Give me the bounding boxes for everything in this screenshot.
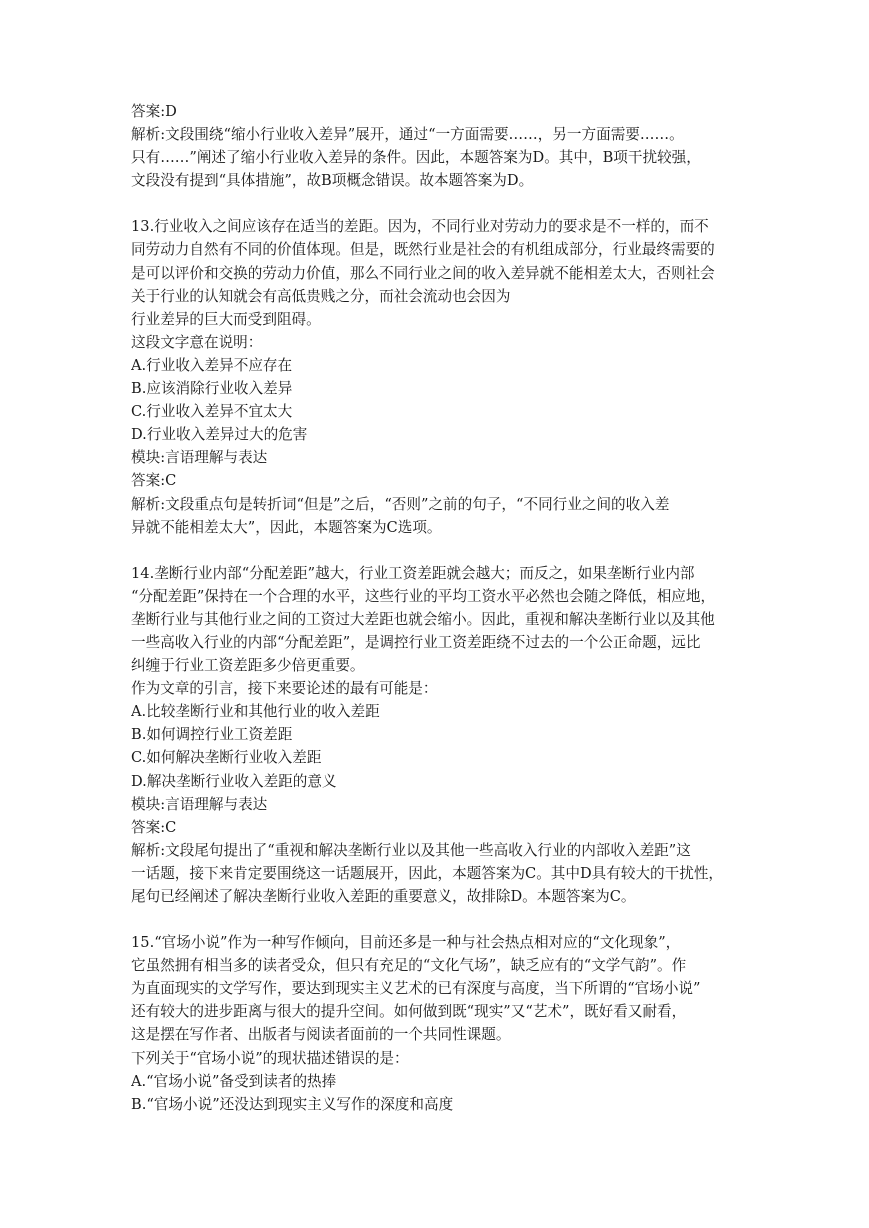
option-b: B.“官场小说”还没达到现实主义写作的深度和高度 xyxy=(131,1095,454,1113)
question-stem-line: 垄断行业与其他行业之间的工资过大差距也就会缩小。因此，重视和解决垄断行业以及其他 xyxy=(131,610,715,628)
option-b: B.如何调控行业工资差距 xyxy=(131,726,293,744)
paragraph-gap xyxy=(131,192,743,215)
question-prompt: 下列关于“官场小说”的现状描述错误的是： xyxy=(131,1049,409,1067)
answer-line: 答案:C xyxy=(131,818,177,836)
question-12-tail xyxy=(131,100,743,192)
question-stem-line: 15.“官场小说”作为一种写作倾向，目前还多是一种与社会热点相对应的“文化现象”， xyxy=(131,934,681,952)
option-b: B.应该消除行业收入差异 xyxy=(131,380,293,398)
question-stem-line: 这是摆在写作者、出版者与阅读者面前的一个共同性课题。 xyxy=(131,1026,511,1044)
question-stem-line: 纠缠于行业工资差距多少倍更重要。 xyxy=(131,657,365,675)
question-15 xyxy=(131,931,743,1116)
option-a: A.比较垄断行业和其他行业的收入差距 xyxy=(131,703,380,721)
module-line: 模块:言语理解与表达 xyxy=(131,449,268,467)
question-stem-line: 还有较大的进步距离与很大的提升空间。如何做到既“现实”又“艺术”，既好看又耐看， xyxy=(131,1003,687,1021)
option-c: C.行业收入差异不宜太大 xyxy=(131,403,293,421)
question-stem-line: 同劳动力自然有不同的价值体现。但是，既然行业是社会的有机组成部分，行业最终需要的 xyxy=(131,241,715,259)
option-d: D.行业收入差异过大的危害 xyxy=(131,426,308,444)
document-content xyxy=(131,100,743,1116)
question-stem-line: 行业差异的巨大而受到阻碍。 xyxy=(131,310,321,328)
analysis-line: 解析:文段围绕“缩小行业收入差异”展开，通过“一方面需要……，另一方面需要……。 xyxy=(131,126,684,144)
question-stem-line: 13.行业收入之间应该存在适当的差距。因为，不同行业对劳动力的要求是不一样的，而不 xyxy=(131,218,709,236)
option-a: A.“官场小说”备受到读者的热捧 xyxy=(131,1072,337,1090)
question-stem-line: 14.垄断行业内部“分配差距”越大，行业工资差距就会越大；而反之，如果垄断行业内部 xyxy=(131,564,695,582)
option-d: D.解决垄断行业收入差距的意义 xyxy=(131,772,337,790)
question-14 xyxy=(131,562,743,908)
question-stem-line: 一些高收入行业的内部“分配差距”，是调控行业工资差距绕不过去的一个公正命题，远比 xyxy=(131,633,701,651)
question-prompt: 这段文字意在说明： xyxy=(131,333,263,351)
option-c: C.如何解决垄断行业收入差距 xyxy=(131,749,322,767)
analysis-line: 异就不能相差太大”，因此，本题答案为C选项。 xyxy=(131,518,442,536)
analysis-line: 尾句已经阐述了解决垄断行业收入差距的重要意义，故排除D。本题答案为C。 xyxy=(131,888,636,905)
question-stem-line: 是可以评价和交换的劳动力价值，那么不同行业之间的收入差异就不能相差太大，否则社会 xyxy=(131,264,715,282)
answer-line: 答案:C xyxy=(131,472,177,490)
paragraph-gap xyxy=(131,539,743,562)
analysis-line: 只有……”阐述了缩小行业收入差异的条件。因此，本题答案为D。其中，B项干扰较强， xyxy=(131,149,701,167)
question-stem-line: 它虽然拥有相当多的读者受众，但只有充足的“文化气场”，缺乏应有的“文学气韵”。作 xyxy=(131,957,687,975)
analysis-line: 一话题，接下来肯定要围绕这一话题展开，因此，本题答案为C。其中D具有较大的干扰性， xyxy=(131,864,724,882)
paragraph-gap xyxy=(131,908,743,931)
module-line: 模块:言语理解与表达 xyxy=(131,795,268,813)
analysis-line: 解析:文段尾句提出了“重视和解决垄断行业以及其他一些高收入行业的内部收入差距”这 xyxy=(131,841,691,859)
question-stem-line: 为直面现实的文学写作，要达到现实主义艺术的已有深度与高度，当下所谓的“官场小说” xyxy=(131,980,701,998)
option-a: A.行业收入差异不应存在 xyxy=(131,356,293,374)
question-stem-line: “分配差距”保持在一个合理的水平，这些行业的平均工资水平必然也会随之降低，相应地， xyxy=(131,587,716,605)
question-stem-line: 关于行业的认知就会有高低贵贱之分，而社会流动也会因为 xyxy=(131,287,511,305)
question-13 xyxy=(131,215,743,538)
question-prompt: 作为文章的引言，接下来要论述的最有可能是： xyxy=(131,680,438,698)
analysis-line: 文段没有提到“具体措施”，故B项概念错误。故本题答案为D。 xyxy=(131,172,534,190)
analysis-line: 解析:文段重点句是转折词“但是”之后，“否则”之前的句子，“不同行业之间的收入差 xyxy=(131,495,670,513)
answer-line: 答案:D xyxy=(131,103,177,120)
